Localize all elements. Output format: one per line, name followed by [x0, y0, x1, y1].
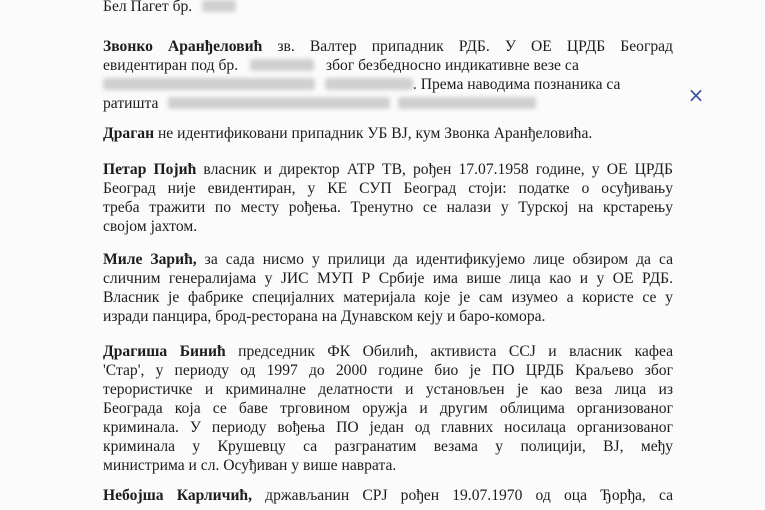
- p1-text: због безбедносно индикативне везе са: [325, 57, 579, 74]
- redaction: [202, 0, 236, 12]
- p4-line-3: Власник је фабрике специјалних материјала које је сам изумео а користе се у: [103, 289, 673, 306]
- redaction: [398, 97, 536, 109]
- p2-line-1: [103, 125, 673, 143]
- p5-line-7: министрима и сл. Осуђиван у више наврата.: [103, 457, 397, 474]
- p1-line-1: [103, 38, 673, 56]
- person-name-petar: Петар Појић: [103, 161, 197, 178]
- redaction: [325, 78, 413, 90]
- p6-line-1: [103, 487, 673, 505]
- paget-line: [103, 0, 673, 16]
- p1-line-2: [103, 57, 673, 75]
- p5-text: председник ФК Обилић, активиста ССЈ и власник кафеа: [225, 343, 673, 360]
- p4-text: за сада нисмо у прилици да идентификујемо лице обзиром да са: [196, 251, 673, 268]
- p1-line-3: [103, 76, 673, 94]
- person-name-mile: Миле Зарић,: [103, 251, 197, 268]
- p3-line-4: својом јахтом.: [103, 218, 198, 235]
- p5-line-4: Београда која се баве трговином оружја и другим облицима организованог: [103, 400, 673, 417]
- p1-text: . Према наводима познаника са: [412, 76, 621, 93]
- p6-text: држављанин СРЈ рођен 19.07.1970 од оца Ђорђа, са: [252, 487, 673, 504]
- p4-line-4: изради панцира, брод-ресторана на Дунавском кеју и баро-комора.: [103, 308, 546, 325]
- p5-line-3: терористичке и криминалне делатности и установљен је као веза лица из: [103, 381, 673, 398]
- p5-line-2: 'Стар', у периоду од 1997 до 2000 године био је ПО ЦРДБ Краљево због: [103, 362, 673, 379]
- person-name-nebojsa: Небојша Карличић,: [103, 487, 253, 504]
- p4-line-2: сличним генералијама у ЈИС МУП Р Србије има више лица као и у ОЕ РДБ.: [103, 270, 673, 287]
- p1-line-4: [103, 95, 673, 113]
- p4-line-1: [103, 251, 673, 269]
- p1-text: ратишта: [103, 95, 159, 112]
- p3-text: власник и директор АТР ТВ, рођен 17.07.1958 године, у ОЕ ЦРДБ: [196, 161, 674, 178]
- p1-text: евидентиран под бр.: [103, 57, 239, 74]
- p2-text: не идентификовани припадник УБ ВЈ, кум Звонка Аранђеловића.: [154, 125, 593, 142]
- redaction: [103, 78, 315, 90]
- p5-line-6: криминала у Крушевцу са разгранатим везама у полицији, ВЈ, међу: [103, 438, 673, 455]
- p3-line-3: треба тражити по месту рођења. Тренутно се налази у Турској на крстарењу: [103, 199, 673, 216]
- p5-line-1: [103, 343, 673, 361]
- p1-text: зв. Валтер припадник РДБ. У ОЕ ЦРДБ Београд: [262, 38, 673, 55]
- paget-text: Бел Пагет бр.: [103, 0, 193, 15]
- p5-line-5: криминала. У периоду вођења ПО један од главних носилаца организованог: [103, 419, 673, 436]
- person-name-dragan: Драган: [103, 125, 155, 142]
- p3-line-1: [103, 161, 673, 179]
- close-icon[interactable]: ×: [687, 83, 705, 107]
- redaction: [250, 59, 314, 71]
- redaction: [168, 97, 390, 109]
- person-name-dragisa: Драгиша Бинић: [103, 343, 226, 360]
- person-name-zvonko: Звонко Аранђеловић: [103, 38, 263, 55]
- p3-line-2: Београд није евидентиран, у КЕ СУП Београд стоји: податке о осуђивању: [103, 180, 673, 197]
